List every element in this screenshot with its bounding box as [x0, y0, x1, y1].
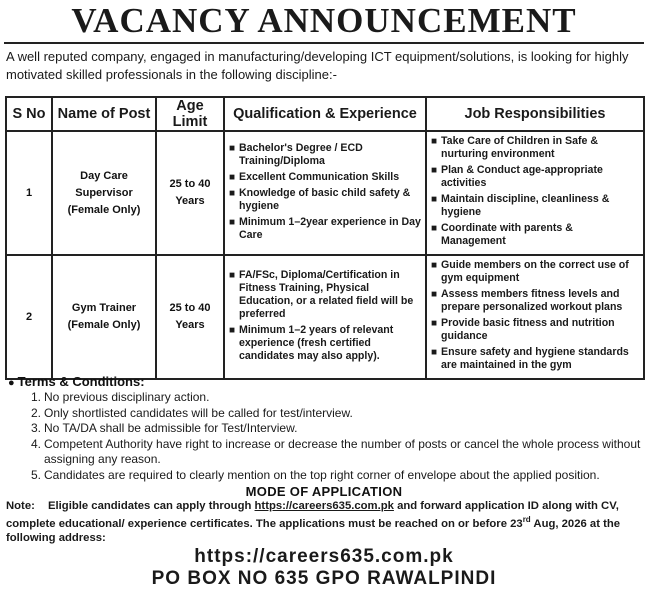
list-item: ■ Minimum 1–2 years of relevant experience (fresh certified candidates may also apply). — [229, 323, 394, 362]
list-item: ■ Knowledge of basic child safety & hygiene — [229, 186, 411, 212]
page-title: VACANCY ANNOUNCEMENT — [71, 1, 577, 40]
list-item: ■ Maintain discipline, cleanliness & hygiene — [431, 193, 610, 218]
table-header-row — [6, 97, 644, 131]
age-range: 25 to 40 — [169, 302, 211, 314]
list-item: ■ Excellent Communication Skills — [229, 170, 400, 183]
list-item: 2. Only shortlisted candidates will be called for test/interview. — [31, 405, 353, 420]
post-name-line: Gym Trainer — [71, 302, 137, 314]
post-name-line: Day Care — [80, 169, 128, 182]
terms-list — [8, 390, 644, 483]
mode-of-application-heading: MODE OF APPLICATION — [245, 484, 403, 499]
footer-address: PO BOX NO 635 GPO RAWALPINDI — [151, 568, 497, 589]
list-item: ■ Assess members fitness levels and prepare personalized workout plans — [431, 288, 623, 313]
bullet-icon: ■ — [431, 223, 438, 234]
row-sno: 1 — [6, 131, 52, 255]
post-name-line: Supervisor — [75, 186, 133, 199]
bullet-icon: ■ — [229, 171, 236, 183]
bullet-icon: ■ — [431, 136, 438, 147]
age-unit: Years — [175, 195, 205, 207]
table-row — [6, 255, 644, 379]
date-suffix: rd — [522, 515, 531, 524]
list-item: 3. No TA/DA shall be admissible for Test/Interview. — [31, 421, 298, 435]
row-age — [156, 131, 224, 255]
age-range: 25 to 40 — [169, 178, 211, 190]
list-item: ■ Coordinate with parents & Management — [431, 222, 573, 247]
header-post: Name of Post — [52, 97, 156, 131]
row-qualifications — [224, 131, 426, 255]
note-label: Note: — [6, 500, 35, 512]
footer-url[interactable]: https://careers635.com.pk — [194, 546, 454, 567]
list-item: 4. Competent Authority have right to increase or decrease the number of posts or cancel the whole process without assigning any reason. — [31, 436, 641, 466]
list-item: ■ Guide members on the correct use of gym equipment — [431, 259, 629, 284]
post-gender-note: (Female Only) — [67, 203, 141, 216]
row-post — [52, 255, 156, 379]
row-responsibilities — [426, 131, 644, 255]
post-gender-note: (Female Only) — [67, 319, 141, 331]
list-item: 5. Candidates are required to clearly mention on the top right corner of envelope about the applied position. — [31, 467, 600, 482]
bullet-icon: ■ — [229, 187, 236, 199]
list-item: ■ Take Care of Children in Safe & nurturing environment — [431, 135, 598, 160]
bullet-icon: ■ — [431, 194, 438, 205]
bullet-icon: ■ — [431, 260, 438, 271]
header-qualification: Qualification & Experience — [224, 97, 426, 131]
row-responsibilities — [426, 255, 644, 379]
age-unit: Years — [175, 319, 205, 331]
bullet-icon: ● — [8, 377, 15, 389]
bullet-icon: ■ — [431, 165, 438, 176]
bullet-icon: ■ — [229, 142, 236, 154]
terms-heading-label: Terms & Conditions: — [17, 374, 145, 389]
row-sno: 2 — [6, 255, 52, 379]
list-item: ■ Provide basic fitness and nutrition guidance — [431, 317, 615, 342]
title-divider — [4, 42, 644, 44]
list-item: ■ FA/FSc, Diploma/Certification in Fitness Training, Physical Education, or a related field will be preferred — [229, 268, 414, 320]
list-item: ■ Plan & Conduct age-appropriate activities — [431, 164, 603, 189]
list-item: ■ Ensure safety and hygiene standards are maintained in the gym — [431, 346, 629, 371]
header-sno: S No — [6, 97, 52, 131]
header-responsibilities: Job Responsibilities — [426, 97, 644, 131]
bullet-icon: ■ — [431, 318, 438, 329]
vacancy-table — [5, 96, 645, 380]
note-text: Eligible candidates can apply through — [48, 500, 255, 512]
list-item: ■ Minimum 1–2year experience in Day Care — [229, 215, 421, 241]
application-note — [6, 499, 642, 545]
bullet-icon: ■ — [431, 347, 438, 358]
table-row — [6, 131, 644, 255]
intro-paragraph: A well reputed company, engaged in manufacturing/developing ICT equipment/solutions, is looking for highly motivated skilled professionals in the following discipline:- — [6, 49, 629, 82]
bullet-icon: ■ — [229, 269, 236, 281]
bullet-icon: ■ — [229, 324, 236, 336]
note-text: Aug, 2026 at the following address: — [6, 517, 621, 544]
row-age — [156, 255, 224, 379]
row-post — [52, 131, 156, 255]
terms-heading — [8, 374, 145, 389]
bullet-icon: ■ — [431, 289, 438, 300]
list-item: 1. No previous disciplinary action. — [31, 390, 210, 404]
list-item: ■ Bachelor's Degree / ECD Training/Diploma — [229, 141, 363, 167]
note-text: and forward application ID along with CV, complete educational/ experience certificates. The applications must be reached on or before 23 — [6, 500, 619, 530]
bullet-icon: ■ — [229, 216, 236, 228]
row-qualifications — [224, 255, 426, 379]
careers-link[interactable]: https://careers635.com.pk — [254, 500, 394, 512]
header-age: Age Limit — [156, 97, 224, 131]
